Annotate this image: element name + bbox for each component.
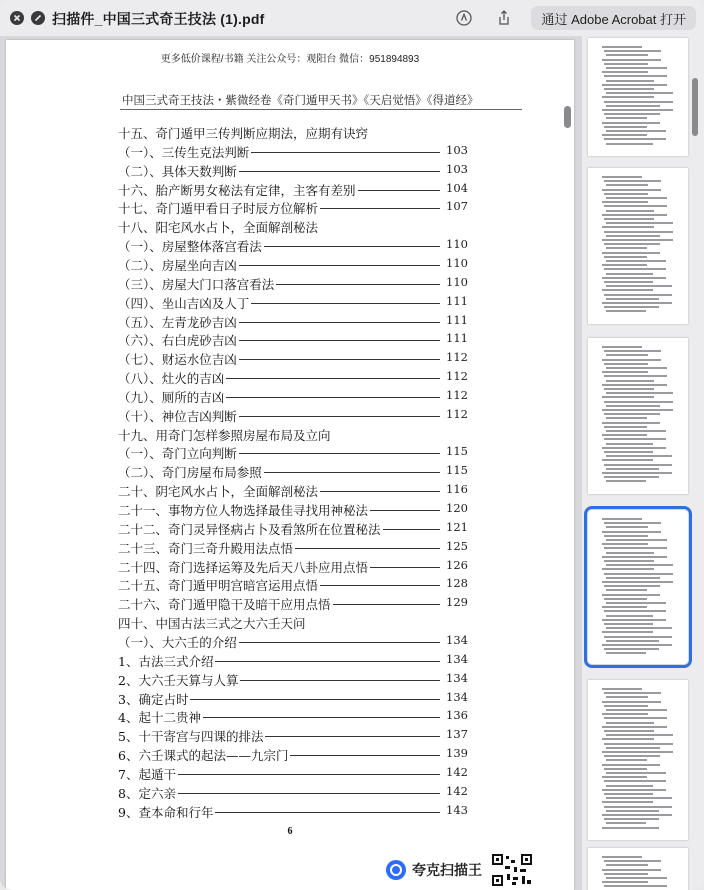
- thumbnail-text-line: [604, 636, 672, 638]
- thumbnail-text-line: [604, 205, 667, 207]
- thumbnail-sidebar: [582, 36, 704, 890]
- thumbnail-text-line: [602, 814, 672, 816]
- toc-entry-page: 110: [446, 274, 468, 289]
- thumbnail-text-line: [604, 623, 653, 625]
- thumbnail-text-line: [604, 306, 659, 308]
- thumbnail-text-line: [602, 96, 654, 98]
- page-number: 6: [287, 826, 293, 837]
- thumbnail-text-line: [606, 222, 673, 224]
- thumbnail-text-line: [606, 480, 646, 482]
- thumbnail-text-line: [604, 193, 648, 195]
- toc-entry-page: 128: [446, 576, 468, 591]
- toc-entry-label: （三）、房屋大门口落宫看法: [118, 276, 275, 292]
- toc-entry: [118, 407, 468, 425]
- thumbnail-text-line: [604, 547, 667, 549]
- thumbnail-text-line: [606, 455, 672, 457]
- thumbnail-text-line: [604, 598, 647, 600]
- thumbnail-text-line: [606, 785, 653, 787]
- page-thumbnail[interactable]: [588, 510, 688, 664]
- thumbnail-text-line: [604, 610, 666, 612]
- toc-entry-label: 6、六壬课式的起法——九宗门: [118, 748, 289, 764]
- toc-entry-page: 111: [446, 293, 468, 308]
- thumbnail-text-line: [606, 273, 653, 275]
- thumbnail-text-line: [606, 526, 648, 528]
- toc-entry-page: 115: [446, 463, 468, 478]
- thumbnail-text-line: [606, 117, 647, 119]
- toc-entry-page: 112: [446, 369, 468, 384]
- thumbnail-text-line: [602, 801, 653, 803]
- thumbnail-text-line: [602, 214, 667, 216]
- thumbnail-text-line: [606, 602, 666, 604]
- thumbnail-text-line: [606, 67, 667, 69]
- toc-entry-page: 125: [446, 538, 468, 553]
- thumbnail-text-line: [606, 640, 659, 642]
- thumbnail-text-line: [602, 881, 648, 883]
- thumbnail-text-line: [606, 184, 648, 186]
- toc-entry: [118, 803, 468, 821]
- thumbnail-text-line: [602, 46, 642, 48]
- thumbnail-text-line: [606, 747, 660, 749]
- toc-entry-page: 134: [446, 651, 468, 666]
- toc-entry-label: 3、确定占时: [118, 691, 189, 707]
- thumbnail-text-line: [602, 109, 673, 111]
- toc-entry-label: 二十、阴宅风水占卜，全面解剖秘法: [118, 484, 319, 500]
- minimize-icon[interactable]: [31, 11, 45, 25]
- toc-entry: [118, 690, 468, 708]
- toc-entry-label: 7、起遁干: [118, 766, 176, 782]
- thumbnail-text-line: [606, 80, 654, 82]
- thumbnail-text-line: [604, 256, 647, 258]
- thumbnail-text-line: [604, 243, 660, 245]
- thumbnail-text-line: [604, 573, 673, 575]
- thumbnail-text-line: [604, 138, 666, 140]
- toc-entry-label: （六）、右白虎砂吉凶: [118, 333, 237, 349]
- toc-entry-label: （二）、具体天数判断: [118, 163, 237, 179]
- thumbnail-text-line: [606, 430, 666, 432]
- toc-entry-page: 111: [446, 312, 468, 327]
- thumbnail-text-line: [604, 780, 666, 782]
- thumbnail-text-line: [602, 751, 673, 753]
- thumbnail-text-line: [606, 380, 654, 382]
- toc-entry-label: （一）、三传生克法判断: [118, 144, 250, 160]
- thumbnail-text-line: [604, 438, 666, 440]
- thumbnail-text-line: [604, 50, 661, 52]
- thumbnail-text-line: [604, 873, 648, 875]
- toc-entry: [118, 727, 468, 745]
- toc-entry-page: 121: [446, 519, 468, 534]
- thumbnail-text-line: [604, 755, 660, 757]
- toc-entry-label: （一）、大六壬的介绍: [118, 634, 237, 650]
- toc-entry: [118, 520, 468, 538]
- markup-icon[interactable]: [455, 9, 473, 27]
- thumbnail-text-line: [602, 422, 660, 424]
- toc-entry: [118, 444, 468, 462]
- toc-entry-page: 112: [446, 387, 468, 402]
- toc-entry: [118, 463, 468, 481]
- thumbnail-text-line: [602, 543, 648, 545]
- thumbnail-text-line: [602, 396, 654, 398]
- toc-entry: [118, 350, 468, 368]
- thumbnail-text-line: [604, 793, 653, 795]
- toc-entry-page: 116: [446, 482, 468, 497]
- toc-entry-label: （一）、房屋整体落宫看法: [118, 239, 262, 255]
- thumbnail-text-line: [604, 375, 667, 377]
- thumbnail-text-line: [606, 468, 659, 470]
- thumbnail-text-line: [606, 392, 673, 394]
- thumbnail-text-line: [606, 589, 647, 591]
- thumbnail-text-line: [604, 730, 654, 732]
- toc-entry: [118, 369, 468, 387]
- toc-entry: [118, 765, 468, 783]
- thumbnail-text-line: [602, 447, 666, 449]
- thumbnail-text-line: [602, 122, 660, 124]
- toc-entry-label: 十九、用奇门怎样参照房屋布局及立向: [118, 427, 331, 443]
- toc-entry-page: 111: [446, 331, 468, 346]
- thumbnail-text-line: [604, 231, 673, 233]
- thumbnail-text-line: [606, 709, 667, 711]
- thumbnail-text-line: [602, 631, 653, 633]
- toc-entry-label: 二十三、奇门三奇升殿用法点悟: [118, 540, 294, 556]
- thumbnail-text-line: [602, 606, 647, 608]
- thumbnail-text-line: [604, 101, 673, 103]
- toc-entry-page: 136: [446, 708, 468, 723]
- thumbnail-text-line: [602, 226, 654, 228]
- thumbnail-text-line: [606, 539, 667, 541]
- toc-entry: [118, 331, 468, 349]
- thumbnail-text-line: [602, 472, 672, 474]
- thumbnail-text-line: [606, 298, 659, 300]
- scanner-watermark: [386, 854, 536, 886]
- thumbnail-text-line: [606, 759, 647, 761]
- thumbnail-text-line: [602, 459, 653, 461]
- thumbnail-text-line: [604, 860, 661, 862]
- thumbnail-text-line: [604, 806, 672, 808]
- toc-entry-page: 104: [446, 180, 468, 195]
- toc-entry-label: （七）、财运水位吉凶: [118, 352, 237, 368]
- thumbnail-text-line: [606, 130, 666, 132]
- thumbnail-text-line: [606, 734, 673, 736]
- pdf-page: [6, 40, 574, 890]
- toc-entry: [118, 595, 468, 613]
- toc-entry-label: （四）、坐山吉凶及人丁: [118, 295, 250, 311]
- thumbnail-text-line: [602, 84, 667, 86]
- toc-entry: [118, 237, 468, 255]
- thumbnail-text-line: [606, 260, 666, 262]
- toc-entry-page: 126: [446, 557, 468, 572]
- toc-entry-page: 143: [446, 802, 468, 817]
- toc-entry: [118, 482, 468, 500]
- thumbnail-text-line: [604, 426, 647, 428]
- thumbnail-text-line: [602, 239, 673, 241]
- toc-entry-label: 十七、奇门遁甲看日子时辰方位解析: [118, 201, 319, 217]
- book-title: 中国三式奇王技法・紫微经卷《奇门遁甲天书》《天启觉悟》《得道经》: [122, 95, 479, 107]
- toc-entry-page: 112: [446, 350, 468, 365]
- toc-entry-page: 112: [446, 406, 468, 421]
- toc-entry-label: 二十二、奇门灵异怪病占卜及看煞所在位置秘法: [118, 521, 381, 537]
- thumbnail-text-line: [602, 568, 654, 570]
- thumbnail-text-line: [602, 59, 661, 61]
- toc-entry-label: 2、大六壬天算与人算: [118, 672, 239, 688]
- thumbnail-text-line: [606, 105, 660, 107]
- toc-entry-label: 二十四、奇门选择运筹及先后天八卦应用点悟: [118, 559, 369, 575]
- thumbnail-text-line: [602, 594, 660, 596]
- thumbnail-text-line: [606, 810, 659, 812]
- toc-entry: [118, 746, 468, 764]
- thumbnail-text-line: [606, 417, 647, 419]
- toc-entry-label: 5、十干寄宫与四课的排法: [118, 729, 264, 745]
- thumbnail-text-line: [602, 289, 653, 291]
- toc-entry: [118, 388, 468, 406]
- toc-entry: [118, 671, 468, 689]
- header-note: 更多低价课程/书籍 关注公众号：观阳台 微信：951894893: [160, 54, 420, 65]
- toc-entry-label: 9、查本命和行年: [118, 804, 214, 820]
- toc-entry-page: 103: [446, 142, 468, 157]
- toc-entry: [118, 576, 468, 594]
- page-thumbnail[interactable]: [588, 680, 688, 840]
- thumbnail-text-line: [602, 346, 642, 348]
- thumbnail-text-line: [602, 827, 659, 829]
- toc-entry-page: 115: [446, 444, 468, 459]
- thumbnail-text-line: [602, 531, 661, 533]
- document-scrollbar[interactable]: [564, 106, 571, 128]
- toc-entry-label: 二十一、事物方位人物选择最佳寻找用神秘法: [118, 503, 369, 518]
- thumbnail-text-line: [602, 134, 647, 136]
- thumbnail-text-line: [606, 797, 672, 799]
- thumbnail-text-line: [602, 776, 647, 778]
- thumbnail-text-line: [606, 627, 672, 629]
- thumbnail-text-line: [606, 615, 653, 617]
- toc-entry-page: 142: [446, 764, 468, 779]
- thumbnail-text-line: [602, 644, 672, 646]
- toc-entry-label: （二）、奇门房屋布局参照: [118, 465, 262, 481]
- thumbnail-text-line: [602, 409, 673, 411]
- thumbnail-text-line: [604, 692, 661, 694]
- thumbnail-text-line: [602, 556, 667, 558]
- toc-entry-page: 134: [446, 632, 468, 647]
- toc-entry: [118, 124, 468, 142]
- thumbnail-text-line: [604, 413, 660, 415]
- toc-entry: [118, 708, 468, 726]
- window-title: 扫描件_中国三式奇王技法 (1).pdf: [52, 11, 265, 27]
- thumbnail-text-line: [604, 401, 673, 403]
- thumbnail-text-line: [604, 75, 667, 77]
- thumbnail-text-line: [602, 789, 666, 791]
- toc-entry: [118, 501, 468, 519]
- thumbnail-text-line: [606, 772, 666, 774]
- thumbnail-text-line: [602, 359, 661, 361]
- title-bar: [0, 0, 704, 36]
- thumbnail-text-line: [604, 768, 647, 770]
- thumbnail-text-line: [606, 864, 648, 866]
- share-icon[interactable]: [495, 9, 513, 27]
- thumbnail-text-line: [602, 252, 660, 254]
- thumbnail-text-line: [602, 619, 666, 621]
- page-thumbnail[interactable]: [588, 848, 688, 890]
- toc-entry-label: 十五、奇门遁甲三传判断应期法，应期有诀窍: [118, 126, 369, 141]
- thumbnail-text-line: [602, 701, 661, 703]
- thumbnail-text-line: [606, 235, 660, 237]
- thumbnail-text-line: [606, 652, 646, 654]
- thumbnail-text-line: [606, 696, 648, 698]
- toc-entry-page: 110: [446, 237, 468, 252]
- toc-entry: [118, 539, 468, 557]
- page-thumbnail[interactable]: [588, 168, 688, 324]
- thumbnail-text-line: [606, 564, 673, 566]
- thumbnail-text-line: [604, 218, 654, 220]
- thumbnail-text-line: [602, 764, 660, 766]
- title-rule: [120, 109, 522, 110]
- toc-entry-page: 129: [446, 595, 468, 610]
- toc-entry: [118, 162, 468, 180]
- thumbnail-text-line: [606, 92, 673, 94]
- thumbnail-text-line: [604, 717, 667, 719]
- toc-entry-label: （八）、灶火的吉凶: [118, 371, 225, 387]
- toc-entry: [118, 652, 468, 670]
- thumbnail-text-line: [602, 713, 648, 715]
- thumbnail-text-line: [604, 464, 672, 466]
- thumbnail-text-line: [604, 126, 647, 128]
- toc-entry: [118, 181, 468, 199]
- thumbnail-text-line: [606, 722, 654, 724]
- thumbnail-text-line: [604, 535, 648, 537]
- thumbnail-text-line: [602, 201, 648, 203]
- thumbnail-text-line: [606, 405, 660, 407]
- toc-entry-page: 134: [446, 670, 468, 685]
- qr-code-icon: [492, 854, 532, 886]
- toc-entry-page: 137: [446, 727, 468, 742]
- thumbnail-text-line: [606, 197, 667, 199]
- thumbnail-text-line: [604, 705, 648, 707]
- thumbnail-text-line: [602, 856, 642, 858]
- toc-entry: [118, 633, 468, 651]
- toc-entry: [118, 426, 468, 444]
- thumbnail-text-line: [606, 247, 647, 249]
- thumbnail-text-line: [604, 388, 654, 390]
- toc-entry-page: 120: [446, 501, 468, 515]
- thumbnail-text-line: [606, 577, 660, 579]
- thumbnail-text-line: [602, 688, 642, 690]
- toc-entry-label: （二）、房屋坐向吉凶: [118, 257, 237, 273]
- toc-entry: [118, 275, 468, 293]
- thumbnail-text-line: [602, 869, 661, 871]
- thumbnail-text-line: [604, 63, 648, 65]
- thumbnail-text-line: [604, 281, 653, 283]
- thumbnail-text-line: [604, 451, 653, 453]
- thumbnail-text-line: [602, 71, 648, 73]
- toc-entry-label: 1、古法三式介绍: [118, 653, 214, 669]
- toc-entry-label: 十八、阳宅风水占卜，全面解剖秘法: [118, 220, 319, 236]
- thumbnail-text-line: [604, 818, 659, 820]
- toc-entry-page: 107: [446, 199, 468, 214]
- thumbnail-text-line: [604, 522, 661, 524]
- thumbnail-text-line: [604, 560, 654, 562]
- thumbnail-text-line: [602, 518, 642, 520]
- toc-entry-page: 142: [446, 783, 468, 798]
- thumbnail-text-line: [604, 350, 661, 352]
- thumbnail-text-line: [602, 371, 648, 373]
- toc-entry-label: 8、定六亲: [118, 785, 176, 801]
- toc-entry: [118, 199, 468, 217]
- toc-entry-label: 4、起十二贵神: [118, 710, 201, 726]
- toc-entry: [118, 294, 468, 312]
- toc-entry-label: （九）、厕所的吉凶: [118, 389, 225, 405]
- thumbnail-text-line: [606, 552, 654, 554]
- thumbnail-text-line: [606, 310, 646, 312]
- thumbnail-text-line: [606, 822, 646, 824]
- toc-entry-label: （一）、奇门立向判断: [118, 446, 237, 462]
- thumbnail-text-line: [602, 277, 666, 279]
- toc-entry-label: 二十六、奇门遁甲隐干及暗干应用点悟: [118, 597, 331, 613]
- thumbnail-text-line: [604, 363, 648, 365]
- thumbnail-text-line: [602, 384, 667, 386]
- thumbnail-text-line: [604, 180, 661, 182]
- thumbnail-text-line: [604, 648, 659, 650]
- thumbnail-text-line: [604, 88, 654, 90]
- thumbnail-text-line: [606, 210, 654, 212]
- thumbnail-text-line: [604, 476, 659, 478]
- thumbnail-text-line: [602, 738, 654, 740]
- thumbnail-text-line: [602, 434, 647, 436]
- thumbnail-text-line: [602, 264, 647, 266]
- quark-logo-icon: [386, 860, 406, 880]
- document-area: [0, 36, 704, 890]
- thumbnail-text-line: [606, 367, 667, 369]
- toc-entry: [118, 784, 468, 802]
- thumbnail-text-line: [602, 302, 672, 304]
- toc-entry-page: 134: [446, 689, 468, 704]
- sidebar-scrollbar[interactable]: [692, 78, 698, 136]
- page-thumbnail[interactable]: [588, 338, 688, 494]
- toc-entry-label: （五）、左青龙砂吉凶: [118, 314, 237, 330]
- toc-entry-page: 110: [446, 255, 468, 270]
- toc-entry: [118, 256, 468, 274]
- toc-entry-label: （十）、神位吉凶判断: [118, 408, 237, 424]
- thumbnail-text-line: [606, 143, 653, 145]
- thumbnail-text-line: [604, 113, 660, 115]
- thumbnail-text-line: [604, 585, 660, 587]
- toc-entry: [118, 614, 468, 632]
- thumbnail-text-line: [606, 354, 648, 356]
- toc-entry: [118, 313, 468, 331]
- open-in-acrobat-button[interactable]: 通过 Adobe Acrobat 打开: [531, 6, 696, 30]
- thumbnail-text-line: [604, 743, 673, 745]
- close-icon[interactable]: [10, 11, 24, 25]
- toc-entry-label: 二十五、奇门遁甲明宫暗宫运用点悟: [118, 578, 319, 594]
- thumbnail-text-line: [606, 443, 653, 445]
- toc-entry: [118, 218, 468, 236]
- thumbnail-text-line: [606, 285, 672, 287]
- thumbnail-text-line: [602, 176, 642, 178]
- thumbnail-text-line: [602, 189, 661, 191]
- thumbnail-text-line: [604, 885, 667, 887]
- toc-entry-label: 四十、中国古法三式之大六壬天问: [118, 616, 306, 632]
- toc-entry-page: 103: [446, 161, 468, 176]
- toc-entry: [118, 558, 468, 576]
- thumbnail-text-line: [606, 54, 648, 56]
- toc-entry: [118, 143, 468, 161]
- thumbnail-text-line: [604, 294, 672, 296]
- toc-entry-label: 十六、胎产断男女秘法有定律，主客有差别: [118, 182, 356, 198]
- toc-entry-page: 139: [446, 746, 468, 761]
- thumbnail-text-line: [602, 726, 667, 728]
- watermark-text: 夸克扫描王: [412, 862, 482, 878]
- thumbnail-text-line: [602, 581, 673, 583]
- thumbnail-text-line: [604, 268, 666, 270]
- page-thumbnail[interactable]: [588, 38, 688, 156]
- thumbnail-text-line: [606, 877, 667, 879]
